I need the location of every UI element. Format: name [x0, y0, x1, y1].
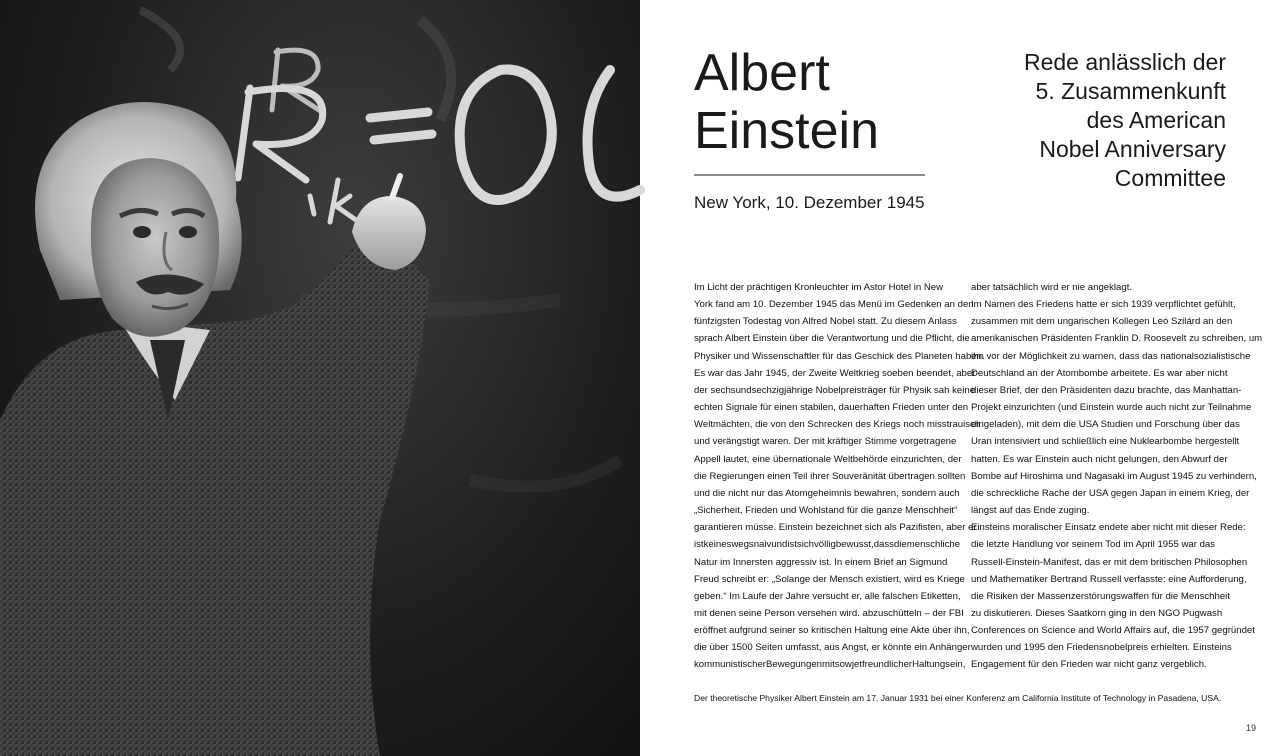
occasion-line-4: Nobel Anniversary	[1039, 136, 1226, 162]
text-line: und verängstigt waren. Der mit kräftiger Stimme vorgetragene	[694, 436, 957, 448]
text-line: amerikanischen Präsidenten Franklin D. Roosevelt zu schreiben, um	[971, 333, 1263, 345]
text-line: zusammen mit dem ungarischen Kollegen Leó Szilárd an den	[971, 316, 1233, 328]
text-line: die Regierungen einen Teil ihrer Souveränität übertragen sollten	[694, 470, 966, 482]
body-text-left-column	[694, 279, 985, 674]
text-line: Projekt einzurichten (und Einstein wurde auch nicht zur Teilnahme	[971, 402, 1252, 414]
article-title	[694, 44, 879, 160]
text-line: Conferences on Science and World Affairs auf, die 1957 gegründet	[971, 625, 1255, 637]
text-line: Es war das Jahr 1945, der Zweite Weltkrieg soeben beendet, aber	[694, 367, 976, 379]
text-line: die über 1500 Seiten umfasst, aus Angst, er könnte ein Anhänger	[694, 642, 971, 654]
text-line: ihn vor der Möglichkeit zu warnen, dass das nationalsozialistische	[971, 350, 1251, 362]
text-line: hatten. Es war Einstein auch nicht gelungen, den Abwurf der	[971, 453, 1228, 465]
text-line: sprach Albert Einstein über die Verantwortung und die Pflicht, die	[694, 333, 970, 345]
text-line: dieser Brief, der den Präsidenten dazu brachte, das Manhattan-	[971, 384, 1242, 396]
text-line: fünfzigsten Todestag von Alfred Nobel statt. Zu diesem Anlass	[694, 316, 957, 328]
text-line: wurden und 1995 den Friedensnobelpreis erhielten. Einsteins	[971, 642, 1232, 654]
body-text-right-column	[971, 279, 1263, 674]
text-line: Uran intensiviert und schließlich eine Nuklearbombe hergestellt	[971, 436, 1240, 448]
speech-occasion-heading	[1024, 48, 1226, 193]
text-line: die letzte Handlung vor seinem Tod im April 1955 war das	[971, 539, 1216, 551]
text-line: Natur im Innersten aggressiv ist. In einem Brief an Sigmund	[694, 556, 948, 568]
text-line: Im Namen des Friedens hatte er sich 1939 verpflichtet gefühlt,	[971, 299, 1236, 311]
title-line-2: Einstein	[694, 102, 879, 160]
title-divider	[694, 174, 925, 176]
text-line: „Sicherheit, Frieden und Wohlstand für die ganze Menschheit“	[694, 505, 958, 517]
text-line: Weltmächten, die von den Schrecken des Kriegs noch misstrauisch	[694, 419, 981, 431]
chalk-formula-text: R = 0	[1, 1, 4, 2]
text-line: mit denen seine Person versehen wird. abzuschütteln – der FBI	[694, 607, 964, 619]
text-line: kommunistischerBewegungenmitsowjetfreundlicherHaltungsein,	[694, 659, 966, 671]
text-line: und die nicht nur das Atomgeheimnis bewahren, sondern auch	[694, 487, 960, 499]
text-line: York fand am 10. Dezember 1945 das Menü im Gedenken an den	[694, 299, 974, 311]
occasion-line-5: Committee	[1114, 165, 1226, 191]
text-line: Physiker und Wissenschaftler für das Geschick des Planeten haben.	[694, 350, 985, 362]
text-line: Appell lautet, eine übernationale Weltbehörde einzurichten, der	[694, 453, 962, 465]
text-line: Freud schreibt er: „Solange der Mensch existiert, wird es Kriege	[694, 573, 965, 585]
text-line: geben.“ Im Laufe der Jahre versucht er, alle falschen Etiketten,	[694, 590, 961, 602]
text-line: echten Signale für einen stabilen, dauerhaften Frieden unter den	[694, 402, 969, 414]
occasion-line-2: 5. Zusammenkunft	[1035, 78, 1226, 104]
text-line: istkeineswegsnaivundistsichvölligbewusst,dassdiemenschliche	[694, 539, 961, 551]
text-line: zu diskutieren. Dieses Saatkorn ging in den NGO Pugwash	[971, 607, 1223, 619]
text-line: Deutschland an der Atombombe arbeitete. Es war aber nicht	[971, 367, 1228, 379]
text-line: und Mathematiker Bertrand Russell verfasste: eine Aufforderung,	[971, 573, 1247, 585]
text-line: die Risiken der Massenzerstörungswaffen für die Menschheit	[971, 590, 1230, 602]
place-date-subtitle: New York, 10. Dezember 1945	[694, 193, 925, 212]
page-number: 19	[1245, 723, 1256, 733]
text-line: eingeladen), mit dem die USA Studien und Forschung über das	[971, 419, 1240, 431]
text-line: Russell-Einstein-Manifest, das er mit dem britischen Philosophen	[971, 556, 1248, 568]
text-line: eröffnet aufgrund seiner so kritischen Haltung eine Akte über ihn,	[694, 625, 970, 637]
photo-caption: Der theoretische Physiker Albert Einstein am 17. Januar 1931 bei einer Konferenz am California Institute of Technology in Pasadena, USA.	[694, 693, 1222, 703]
occasion-line-3: des American	[1086, 107, 1226, 133]
text-line: die schreckliche Rache der USA gegen Japan in einem Krieg, der	[971, 487, 1250, 499]
text-line: Bombe auf Hiroshima und Nagasaki im August 1945 zu verhindern,	[971, 470, 1257, 482]
text-line: längst auf das Ende zuging.	[971, 505, 1090, 517]
occasion-line-1: Rede anlässlich der	[1023, 49, 1226, 75]
title-line-1: Albert	[694, 44, 830, 102]
text-line: aber tatsächlich wird er nie angeklagt.	[971, 282, 1133, 293]
text-line: der sechsundsechzigjährige Nobelpreisträger für Physik sah keine	[694, 384, 976, 396]
text-line: Im Licht der prächtigen Kronleuchter im Astor Hotel in New	[694, 282, 944, 293]
text-line: Engagement für den Frieden war nicht ganz vergeblich.	[971, 659, 1207, 671]
text-line: garantieren müsse. Einstein bezeichnet sich als Pazifisten, aber er	[694, 522, 977, 534]
text-line: Einsteins moralischer Einsatz endete aber nicht mit dieser Rede:	[971, 522, 1246, 534]
